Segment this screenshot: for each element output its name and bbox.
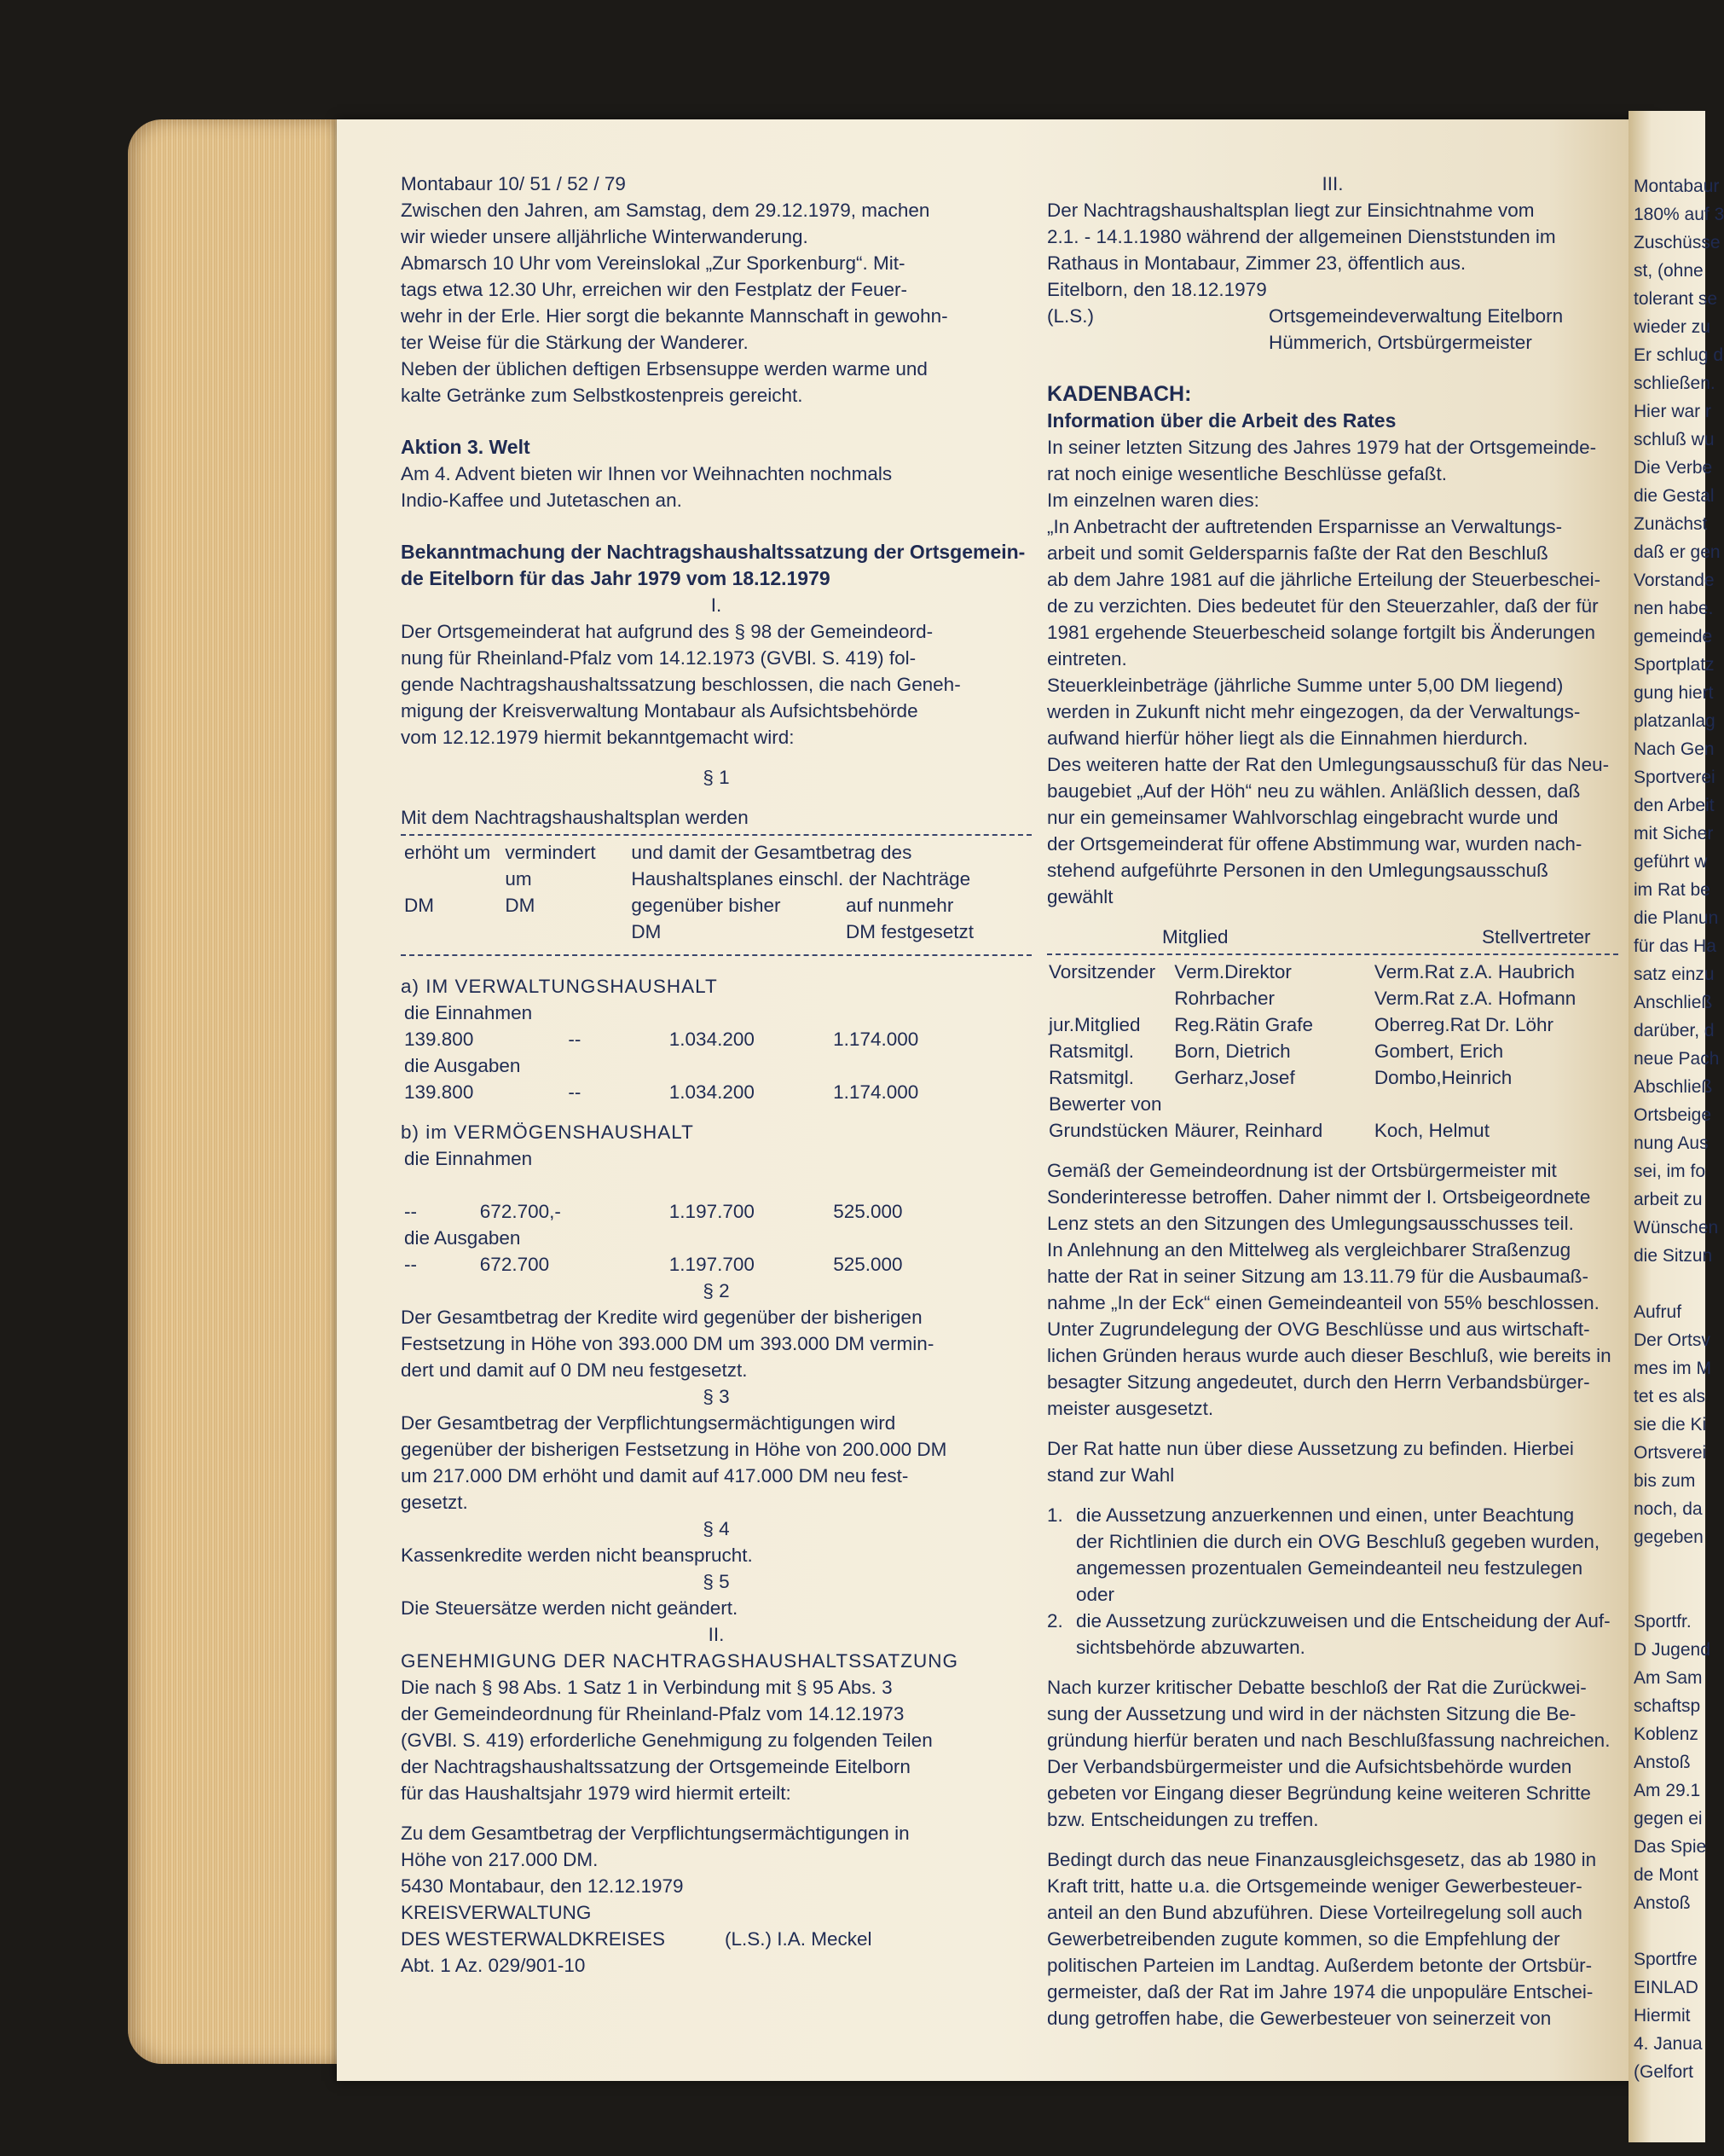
issue-header: Montabaur 10/ 51 / 52 / 79 bbox=[401, 173, 626, 194]
table-row: Rohrbacher Verm.Rat z.A. Hofmann bbox=[1174, 988, 1576, 1009]
section-roman-2: II. bbox=[708, 1624, 725, 1645]
next-page-line: im Rat be bbox=[1634, 880, 1710, 900]
next-page-line bbox=[1629, 1270, 1705, 1298]
next-page-line: Er schlug d bbox=[1634, 345, 1724, 365]
aktion-heading: Aktion 3. Welt bbox=[401, 436, 530, 458]
council-report-paragraph: In seiner letzten Sitzung des Jahres 1979 hat der Ortsgemeinde- rat noch einige wesentliche Beschlüsse gefaßt. Im einzelnen waren dies: „In Anbetracht der auftretenden Ersparnisse an Verwaltungs- arbeit und somit Geldersparnis faßte der Rat den Beschluß ab dem Jahre 1981 auf die jährliche Erteilung der Steuerbeschei- de zu verzichten. Dies bedeutet für den Steuerzahler, daß der für 1981 ergehende Steuerbescheid solange fortgilt bis Änderungen eintreten. Steuerkleinbeträge (jährliche Summe unter 5,00 DM liegend) werden in Zukunft nicht mehr eingezogen, da der Verwaltungs- aufwand hierfür höher liegt als die Einnahmen hierdurch. Des weiteren hatte der Rat den Umlegungsausschuß für das Neu- baugebiet „Auf der Höh“ neu zu wählen. Anläßlich dessen, daß nur ein gemeinsamer Wahlvorschlag eingebracht wurde und der Ortsgemeinderat für offene Abstimmung war, wurden nach- stehend aufgeführte Personen in den Umlegungsausschuß gewählt bbox=[1047, 437, 1610, 907]
table-row: -- 672.700 1.197.700 525.000 bbox=[404, 1254, 903, 1275]
next-page-line: (Gelfort bbox=[1634, 2062, 1694, 2082]
next-page-line: 4. Janua bbox=[1634, 2034, 1703, 2054]
next-page-line: sie die Ki bbox=[1634, 1415, 1707, 1434]
next-page-line: Nach Gen bbox=[1634, 739, 1715, 759]
next-page-line: geführt w bbox=[1634, 852, 1708, 872]
next-page-line: neue Pach bbox=[1634, 1049, 1720, 1069]
satzung-intro-paragraph: Der Ortsgemeinderat hat aufgrund des § 98 der Gemeindeord- nung für Rheinland-Pfalz vom 14.12.1973 (GVBl. S. 419) fol- gende Nachtragshaushaltssatzung beschlossen, die nach Geneh- migung der Kreisverwaltung Montabaur als Aufsichtsbehörde vom 12.12.1979 hiermit bekanntgemacht wird: bbox=[401, 621, 961, 748]
next-page-line: schaftsp bbox=[1634, 1696, 1701, 1716]
next-page-line: schluß wu bbox=[1634, 430, 1715, 449]
next-page-line: schließen. bbox=[1634, 374, 1715, 393]
next-page-line: satz einzu bbox=[1634, 965, 1715, 984]
next-page-line: Zunächst bbox=[1634, 514, 1708, 534]
section-roman-3: III. bbox=[1322, 173, 1344, 194]
budget-table: erhöht um vermindert um und damit der Gesamtbetrag des Haushaltsplanes einschl. der Nachträge gegenüber bisher auf nunmehr DM DM DM DM festgesetzt bbox=[404, 842, 975, 942]
signature-block: (L.S.) Ortsgemeindeverwaltung Eitelborn bbox=[1047, 305, 1564, 327]
next-page-line: nen habe. bbox=[1634, 599, 1714, 618]
table-row: Ratsmitgl. Gerharz,Josef Dombo,Heinrich bbox=[1049, 1067, 1513, 1088]
intro-paragraph: Zwischen den Jahren, am Samstag, dem 29.12.1979, machen wir wieder unsere alljährliche Winterwanderung. Abmarsch 10 Uhr vom Vereinslokal „Zur Sporkenburg“. Mit- tags etwa 12.30 Uhr, erreichen wir den Festplatz der Feuer- wehr in der Erle. Hier sorgt die bekannte Mannschaft in gewohn- ter Weise für die Stärkung der Wanderer. Neben der üblichen deftigen Erbsensuppe werden warme und kalte Getränke zum Selbstkostenpreis gereicht. bbox=[401, 200, 948, 406]
section-b-table: die Einnahmen -- 672.700,- 1.197.700 525.000 die Ausgaben -- 672.700 1.197.700 525.000 bbox=[401, 1145, 1032, 1278]
next-page-line: Die Verbe bbox=[1634, 458, 1713, 478]
next-page-edge bbox=[1629, 111, 1724, 2142]
next-page-line: nung Aus bbox=[1634, 1133, 1709, 1153]
next-page-line: mit Sicher bbox=[1634, 824, 1714, 843]
section-roman-1: I. bbox=[710, 594, 722, 616]
next-page-line: 180% auf 3 bbox=[1634, 205, 1724, 224]
book-page-edges bbox=[128, 119, 350, 2064]
section-b-heading: b) im VERMÖGENSHAUSHALT bbox=[401, 1121, 694, 1143]
next-page-line: den Arbeit bbox=[1634, 796, 1715, 815]
next-page-line bbox=[1629, 1551, 1705, 1579]
next-page-line: Abschließ bbox=[1634, 1077, 1713, 1097]
next-page-line: Vorstande bbox=[1634, 571, 1715, 590]
next-page-line: Ortsverei bbox=[1634, 1443, 1707, 1463]
next-page-line: sei, im fo bbox=[1634, 1162, 1706, 1181]
info-heading: Information über die Arbeit des Rates bbox=[1047, 409, 1397, 432]
paragraph-5-heading: § 5 bbox=[703, 1571, 730, 1592]
committee-members-table bbox=[1047, 959, 1618, 1144]
next-page-line: Am Sam bbox=[1634, 1668, 1703, 1688]
next-page-line: de Mont bbox=[1634, 1865, 1698, 1885]
table-row: 139.800 -- 1.034.200 1.174.000 bbox=[404, 1029, 919, 1050]
next-page-line: Anstoß bbox=[1634, 1893, 1691, 1913]
next-page-line: tet es als bbox=[1634, 1387, 1706, 1406]
next-page-line: Sportverei bbox=[1634, 768, 1715, 787]
left-column: Montabaur 10/ 51 / 52 / 79 Zwischen den Jahren, am Samstag, dem 29.12.1979, machen wir wieder unsere alljährliche Winterwanderung. Abmarsch 10 Uhr vom Vereinslokal „Zur Sporkenburg“. Mit- tags etwa 12.30 Uhr, erreichen wir den Festplatz der Feuer- wehr in der Erle. Hier sorgt die bekannte Mannschaft in gewohn- ter Weise für die Stärkung der Wanderer. Neben der üblichen deftigen Erbsensuppe werden warme und kalte Getränke zum Selbstkostenpreis gereicht. Aktion 3. Welt Am 4. Advent bieten wir Ihnen vor Weihnachten nochmals Indio-Kaffee und Jutetaschen an. Bekanntmachung der Nachtragshaushaltssatzung der Ortsgemein- de Eitelborn für das Jahr 1979 vom 18.12.1979 I. Der Ortsgemeinderat hat aufgrund des § 98 der Gemeindeord- nung für Rheinland-Pfalz vom 14.12.1973 (GVBl. S. 419) fol- gende Nachtragshaushaltssatzung beschlossen, die nach Geneh- migung der Kreisverwaltung Montabaur als Aufsichtsbehörde vom 12.12.1979 hiermit bekanntgemacht wird: § 1 Mit dem Nachtragshaushaltsplan werden erhöht um vermindert um und damit der Gesamtbetrag des Haushaltsplanes einschl. der Nachträge gegenüber bisher auf nunmehr DM DM DM DM festgesetzt a) IM VERWALTUNGSHAUSHALT die Einnahmen 139.800 -- 1.034.200 1.174.000 die Ausgaben 139.800 -- 1.034.200 1.174.000 b) im VERMÖGENSHAUSHALT die Einnahmen -- 672.700,- 1.197.700 525.000 die Ausgaben -- 672.700 1.197.700 525.000 § 2 Der Gesamtbetrag der Kredite wird gegenüber der bisherigen Festsetzung in Höhe von 393.000 DM um 393.000 DM vermin- dert und damit auf 0 DM neu festgesetzt. § 3 Der Gesamtbetrag der Verpflichtungsermächtigungen wird gegenüber der bisherigen Festsetzung in Höhe von 200.000 DM um 217.000 DM erhöht und damit auf 417.000 DM neu fest- gesetzt. § 4 Kassenkredite werden nicht beansprucht. § 5 Die Steuersätze werden nicht geändert. II. GENEHMIGUNG DER NACHTRAGSHAUSHALTSSATZUNG Die nach § 98 Abs. 1 Satz 1 in Verbindung mit § 95 Abs. 3 der Gemeindeordnung für Rheinland-Pfalz vom 14.12.1973 (GVBl. S. 419) erforderliche Genehmigung zu folgenden Teilen der Nachtragshaushaltssatzung der Ortsgemeinde Eitelborn für das Haushaltsjahr 1979 wird hiermit erteilt: Zu dem Gesamtbetrag der Verpflichtungsermächtigungen in Höhe von 217.000 DM. 5430 Montabaur, den 12.12.1979 KREISVERWALTUNG DES WESTERWALDKREISES (L.S.) I.A. Meckel Abt. 1 Az. 029/901-10 bbox=[401, 171, 1032, 1979]
next-page-line: Anschließ bbox=[1634, 993, 1713, 1012]
next-page-line bbox=[1629, 1917, 1705, 1945]
list-item: 1. die Aussetzung anzuerkennen und einen, unter Beachtung der Richtlinien die durch ein OVG Beschluß gegeben wurden, angemessen prozentualen Gemeindeanteil neu festzulegen oder bbox=[1047, 1504, 1600, 1605]
signature-block: DES WESTERWALDKREISES (L.S.) I.A. Meckel bbox=[401, 1928, 872, 1950]
table-row: -- 672.700,- 1.197.700 525.000 bbox=[404, 1201, 903, 1222]
paragraph-1-heading: § 1 bbox=[703, 767, 730, 788]
paragraph-4-heading: § 4 bbox=[703, 1518, 730, 1539]
right-column: III. Der Nachtragshaushaltsplan liegt zur Einsichtnahme vom 2.1. - 14.1.1980 während der allgemeinen Dienststunden im Rathaus in Montabaur, Zimmer 23, öffentlich aus. Eitelborn, den 18.12.1979 (L.S.) Ortsgemeindeverwaltung Eitelborn Hümmerich, Ortsbürgermeister KADENBACH: Information über die Arbeit des Rates In seiner letzten Sitzung des Jahres 1979 hat der Ortsgemeinde- rat noch einige wesentliche Beschlüsse gefaßt. Im einzelnen waren dies: „In Anbetracht der auftretenden Ersparnisse an Verwaltungs- arbeit und somit Geldersparnis faßte der Rat den Beschluß ab dem Jahre 1981 auf die jährliche Erteilung der Steuerbeschei- de zu verzichten. Dies bedeutet für den Steuerzahler, daß der für 1981 ergehende Steuerbescheid solange fortgilt bis Änderungen eintreten. Steuerkleinbeträge (jährliche Summe unter 5,00 DM liegend) werden in Zukunft nicht mehr eingezogen, da der Verwaltungs- aufwand hierfür höher liegt als die Einnahmen hierdurch. Des weiteren hatte der Rat den Umlegungsausschuß für das Neu- baugebiet „Auf der Höh“ neu zu wählen. Anläßlich dessen, daß nur ein gemeinsamer Wahlvorschlag eingebracht wurde und der Ortsgemeinderat für offene Abstimmung war, wurden nach- stehend aufgeführte Personen in den Umlegungsausschuß gewählt Mitglied Stellvertreter Vorsitzender Verm.Direktor Verm.Rat z.A. Haubrich Rohrbacher Verm.Rat z.A. Hofmann jur.Mitglied Reg.Rätin Grafe Oberreg.Rat Dr. Löhr Ratsmitgl. Born, Dietrich Gombert, Erich Ratsmitgl. Gerharz,Josef Dombo,Heinrich Bewerter von Grundstücken Mäurer, Reinhard Koch, Helmut Gemäß der Gemeindeordnung ist der Ortsbürgermeister mit Sonderinteresse betroffen. Daher nimmt der I. Ortsbeigeordnete Lenz stets an den Sitzungen des Umlegungsausschusses teil. In Anlehnung an den Mittelweg als vergleichbarer Straßenzug hatte der Rat in seiner Sitzung am 13.11.79 für die Ausbaumaß- nahme „In der Eck“ einen Gemeindeanteil von 55% beschlossen. Unter Zugrundelegung der OVG Beschlüsse und aus wirtschaft- lichen Gründen heraus wurde auch dieser Beschluß, wie bereits in besagter Sitzung angedeutet, durch den Herrn Verbandsbürger- meister ausgesetzt. Der Rat hatte nun über diese Aussetzung zu befinden. Hierbei stand zur Wahl 1. die Aussetzung anzuerkennen und einen, unter Beachtung der Richtlinien die durch ein OVG Beschluß gegeben wurden, angemessen prozentualen Gemeindeanteil neu festzulegen oder 2. die Aussetzung zurückzuweisen und die Entscheidung der Auf- sichtsbehörde abzuwarten. Nach kurzer kritischer Debatte beschloß der Rat die Zurückwei- sung der Aussetzung und wird in der nächsten Sitzung die Be- gründung hierfür beraten und nach Beschlußfassung nachreichen. Der Verbandsbürgermeister und die Aufsichtsbehörde wurden gebeten vor Eingang dieser Begründung keine weiteren Schritte bzw. Entscheidungen zu treffen. Bedingt durch das neue Finanzausgleichsgesetz, das ab 1980 in Kraft tritt, hatte u.a. die Ortsgemeinde weniger Gewerbesteuer- anteil an den Bund abzuführen. Diese Vorteilregelung soll auch Gewerbetreibenden zugute kommen, so die Empfehlung der politischen Parteien im Landtag. Außerdem betonte der Ortsbür- germeister, daß der Rat im Jahre 1974 die unpopuläre Entschei- dung getroffen habe, die Gewerbesteuer von seinerzeit von bbox=[1047, 171, 1618, 2031]
next-page-line: Koblenz bbox=[1634, 1724, 1698, 1744]
next-page-line: bis zum bbox=[1634, 1471, 1696, 1491]
next-page-line bbox=[1629, 1579, 1705, 1608]
next-page-line: wieder zu bbox=[1634, 317, 1710, 337]
next-page-line: für das Ha bbox=[1634, 936, 1716, 956]
next-page-line: die Planun bbox=[1634, 908, 1719, 928]
next-page-line: Zuschüsse bbox=[1634, 233, 1721, 252]
table-row: jur.Mitglied Reg.Rätin Grafe Oberreg.Rat Dr. Löhr bbox=[1049, 1014, 1553, 1035]
list-item: 2. die Aussetzung zurückzuweisen und die Entscheidung der Auf- sichtsbehörde abzuwarten. bbox=[1047, 1610, 1611, 1658]
next-page-line: Das Spie bbox=[1634, 1837, 1707, 1857]
next-page-line: Am 29.1 bbox=[1634, 1781, 1701, 1800]
next-page-line: darüber, d bbox=[1634, 1021, 1715, 1040]
next-page-line: gemeinde bbox=[1634, 627, 1713, 646]
table-row: Grundstücken Mäurer, Reinhard Koch, Helmut bbox=[1049, 1120, 1490, 1141]
next-page-line: Ortsbeige bbox=[1634, 1105, 1712, 1125]
paragraph-3-heading: § 3 bbox=[703, 1386, 730, 1407]
next-page-line: arbeit zu bbox=[1634, 1190, 1703, 1209]
next-page-line: die Gestal bbox=[1634, 486, 1715, 506]
genehmigung-heading: GENEHMIGUNG DER NACHTRAGSHAUSHALTSSATZUNG bbox=[401, 1650, 958, 1672]
next-page-line: Der Ortsv bbox=[1634, 1330, 1710, 1350]
next-page-line: Hier war r bbox=[1634, 402, 1712, 421]
next-page-line: mes im M bbox=[1634, 1359, 1711, 1378]
next-page-line: st, (ohne bbox=[1634, 261, 1704, 281]
table-row: Ratsmitgl. Born, Dietrich Gombert, Erich bbox=[1049, 1040, 1504, 1062]
next-page-line: gegen ei bbox=[1634, 1809, 1703, 1829]
next-page-line: die Sitzun bbox=[1634, 1246, 1713, 1266]
next-page-line: Wünschen bbox=[1634, 1218, 1719, 1237]
next-page-line: EINLAD bbox=[1634, 1978, 1698, 1997]
next-page-line: Montabaur bbox=[1634, 177, 1720, 196]
next-page-line: noch, da bbox=[1634, 1499, 1703, 1519]
next-page-line: Sportplatz bbox=[1634, 655, 1715, 675]
next-page-line: Aufruf bbox=[1634, 1302, 1682, 1322]
next-page-line: Sportfre bbox=[1634, 1950, 1698, 1969]
next-page-line: D Jugend bbox=[1634, 1640, 1710, 1660]
next-page-line: platzanlag bbox=[1634, 711, 1715, 731]
next-page-line: gegeben bbox=[1634, 1527, 1704, 1547]
section-a-heading: a) IM VERWALTUNGSHAUSHALT bbox=[401, 976, 718, 997]
next-page-line: daß er gen bbox=[1634, 542, 1721, 562]
next-page-line: gung hiert bbox=[1634, 683, 1714, 703]
next-page-line: Anstoß bbox=[1634, 1753, 1691, 1772]
table-row: 139.800 -- 1.034.200 1.174.000 bbox=[404, 1081, 919, 1103]
kadenbach-heading: KADENBACH: bbox=[1047, 382, 1192, 406]
table-row: Bewerter von bbox=[1049, 1093, 1162, 1115]
bekanntmachung-heading: Bekanntmachung der Nachtragshaushaltssatzung der Ortsgemein- bbox=[401, 541, 1026, 563]
paragraph-2-heading: § 2 bbox=[703, 1280, 730, 1301]
next-page-line: tolerant se bbox=[1634, 289, 1718, 309]
next-page-line: Sportfr. bbox=[1634, 1612, 1692, 1631]
table-row: Vorsitzender Verm.Direktor Verm.Rat z.A. Haubrich bbox=[1049, 961, 1575, 982]
next-page-line: Hiermit bbox=[1634, 2006, 1691, 2026]
section-a-table: die Einnahmen 139.800 -- 1.034.200 1.174.000 die Ausgaben 139.800 -- 1.034.200 1.174.000 bbox=[401, 1000, 1032, 1105]
